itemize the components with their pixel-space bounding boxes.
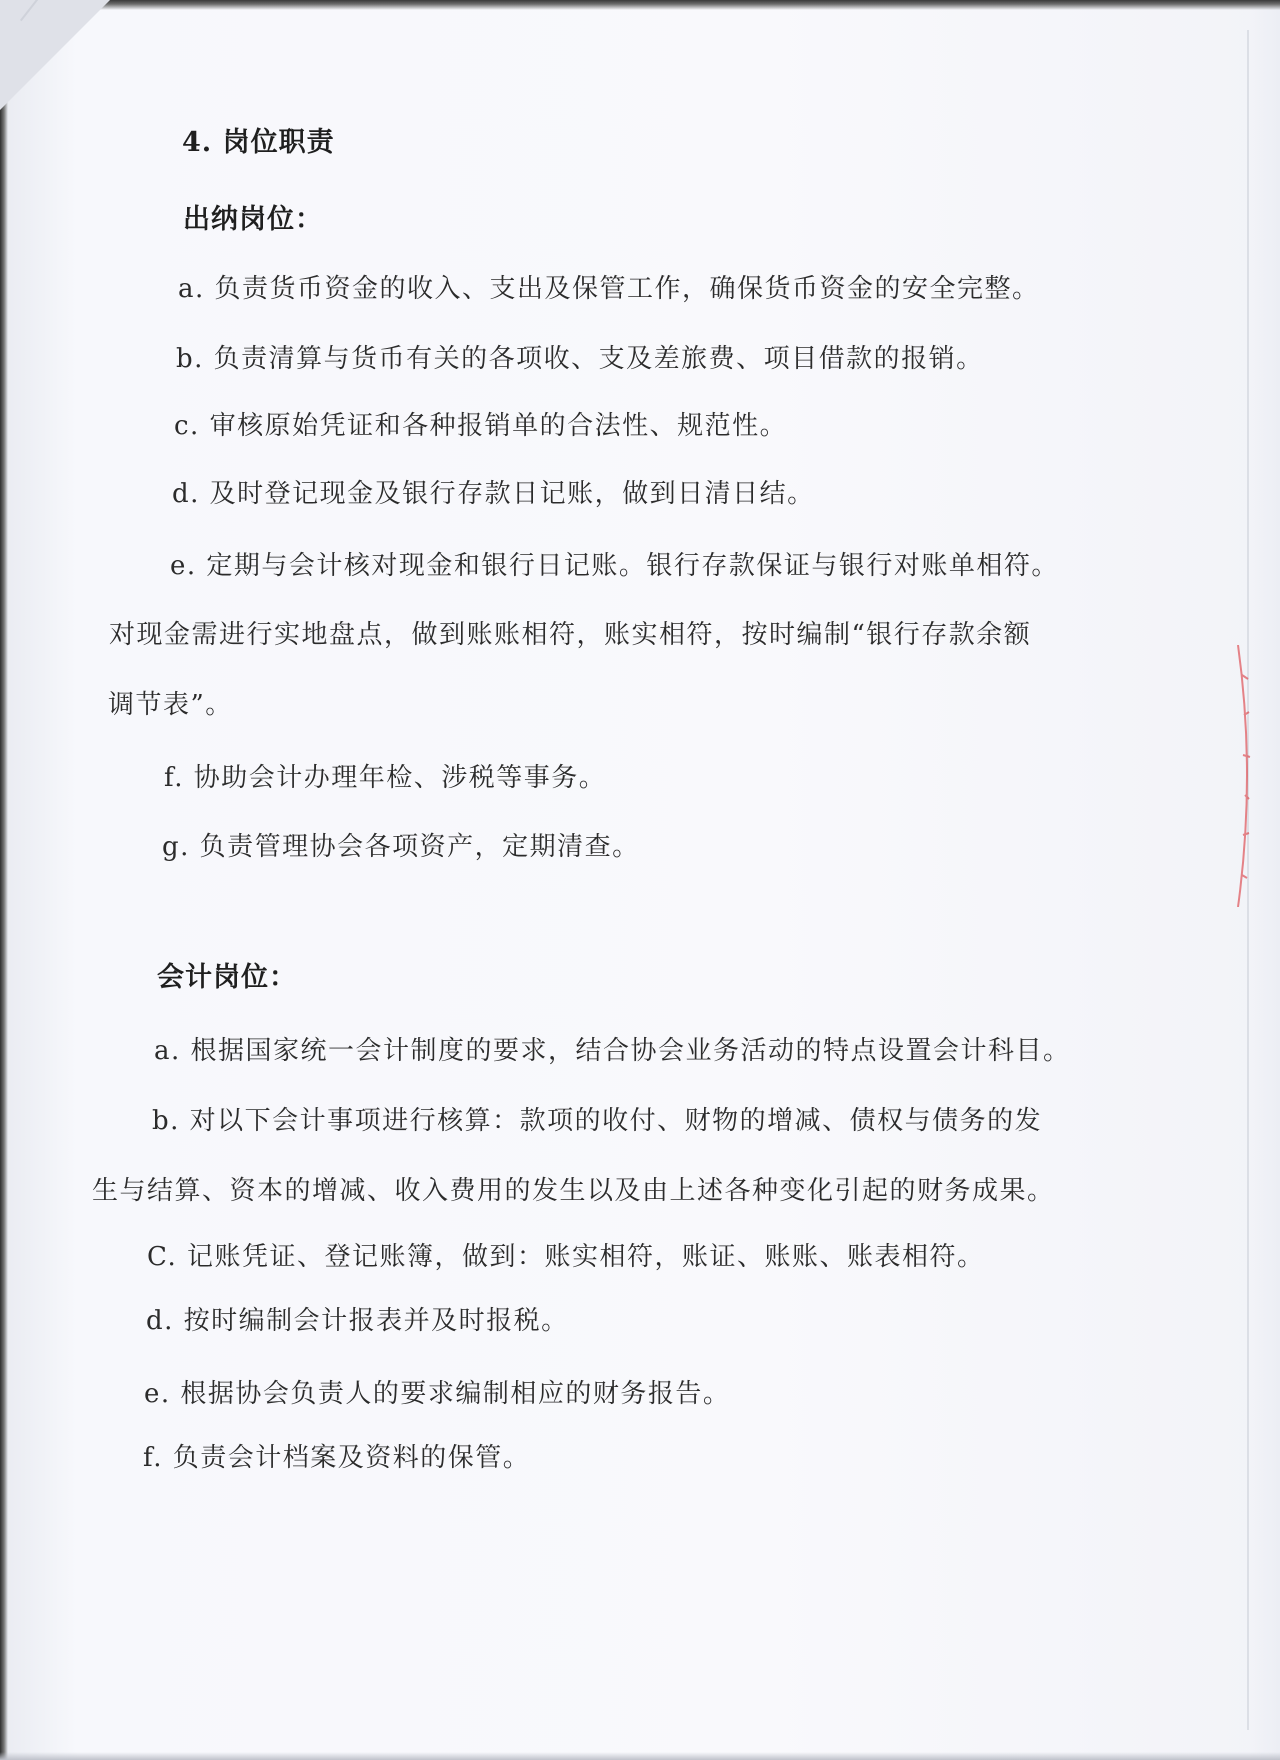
cashier-item-a: a. 负责货币资金的收入、支出及保管工作，确保货币资金的安全完整。 (178, 274, 1040, 304)
section-title: 4. 岗位职责 (182, 127, 335, 158)
cashier-item-f: f. 协助会计办理年检、涉税等事务。 (164, 763, 607, 793)
accountant-item-b-line2: 生与结算、资本的增减、收入费用的发生以及由上述各种变化引起的财务成果。 (92, 1176, 1055, 1206)
accountant-item-d: d. 按时编制会计报表并及时报税。 (146, 1306, 569, 1336)
accountant-item-a: a. 根据国家统一会计制度的要求，结合协会业务活动的特点设置会计科目。 (154, 1036, 1071, 1066)
cashier-heading: 出纳岗位： (183, 204, 323, 235)
accountant-item-c: C. 记账凭证、登记账簿，做到：账实相符，账证、账账、账表相符。 (147, 1242, 985, 1272)
cashier-item-c: c. 审核原始凭证和各种报销单的合法性、规范性。 (174, 411, 788, 441)
scan-bottom-edge (0, 1752, 1280, 1760)
accountant-heading: 会计岗位： (157, 962, 297, 993)
accountant-item-f: f. 负责会计档案及资料的保管。 (143, 1443, 531, 1473)
scan-top-edge (0, 0, 1280, 10)
accountant-item-b-line1: b. 对以下会计事项进行核算：款项的收付、财物的增减、债权与债务的发 (152, 1106, 1043, 1136)
cashier-item-e-line3: 调节表”。 (108, 690, 233, 720)
cashier-item-e-line2: 对现金需进行实地盘点，做到账账相符，账实相符，按时编制“银行存款余额 (109, 620, 1032, 650)
accountant-item-e: e. 根据协会负责人的要求编制相应的财务报告。 (144, 1379, 731, 1409)
scan-left-edge (0, 0, 8, 1760)
cashier-item-b: b. 负责清算与货币有关的各项收、支及差旅费、项目借款的报销。 (176, 344, 984, 374)
cashier-item-e-line1: e. 定期与会计核对现金和银行日记账。银行存款保证与银行对账单相符。 (170, 551, 1059, 581)
red-seal-fragment (1234, 645, 1258, 907)
cashier-item-d: d. 及时登记现金及银行存款日记账，做到日清日结。 (172, 479, 815, 509)
cashier-item-g: g. 负责管理协会各项资产，定期清查。 (162, 832, 640, 862)
folded-corner (0, 0, 110, 110)
